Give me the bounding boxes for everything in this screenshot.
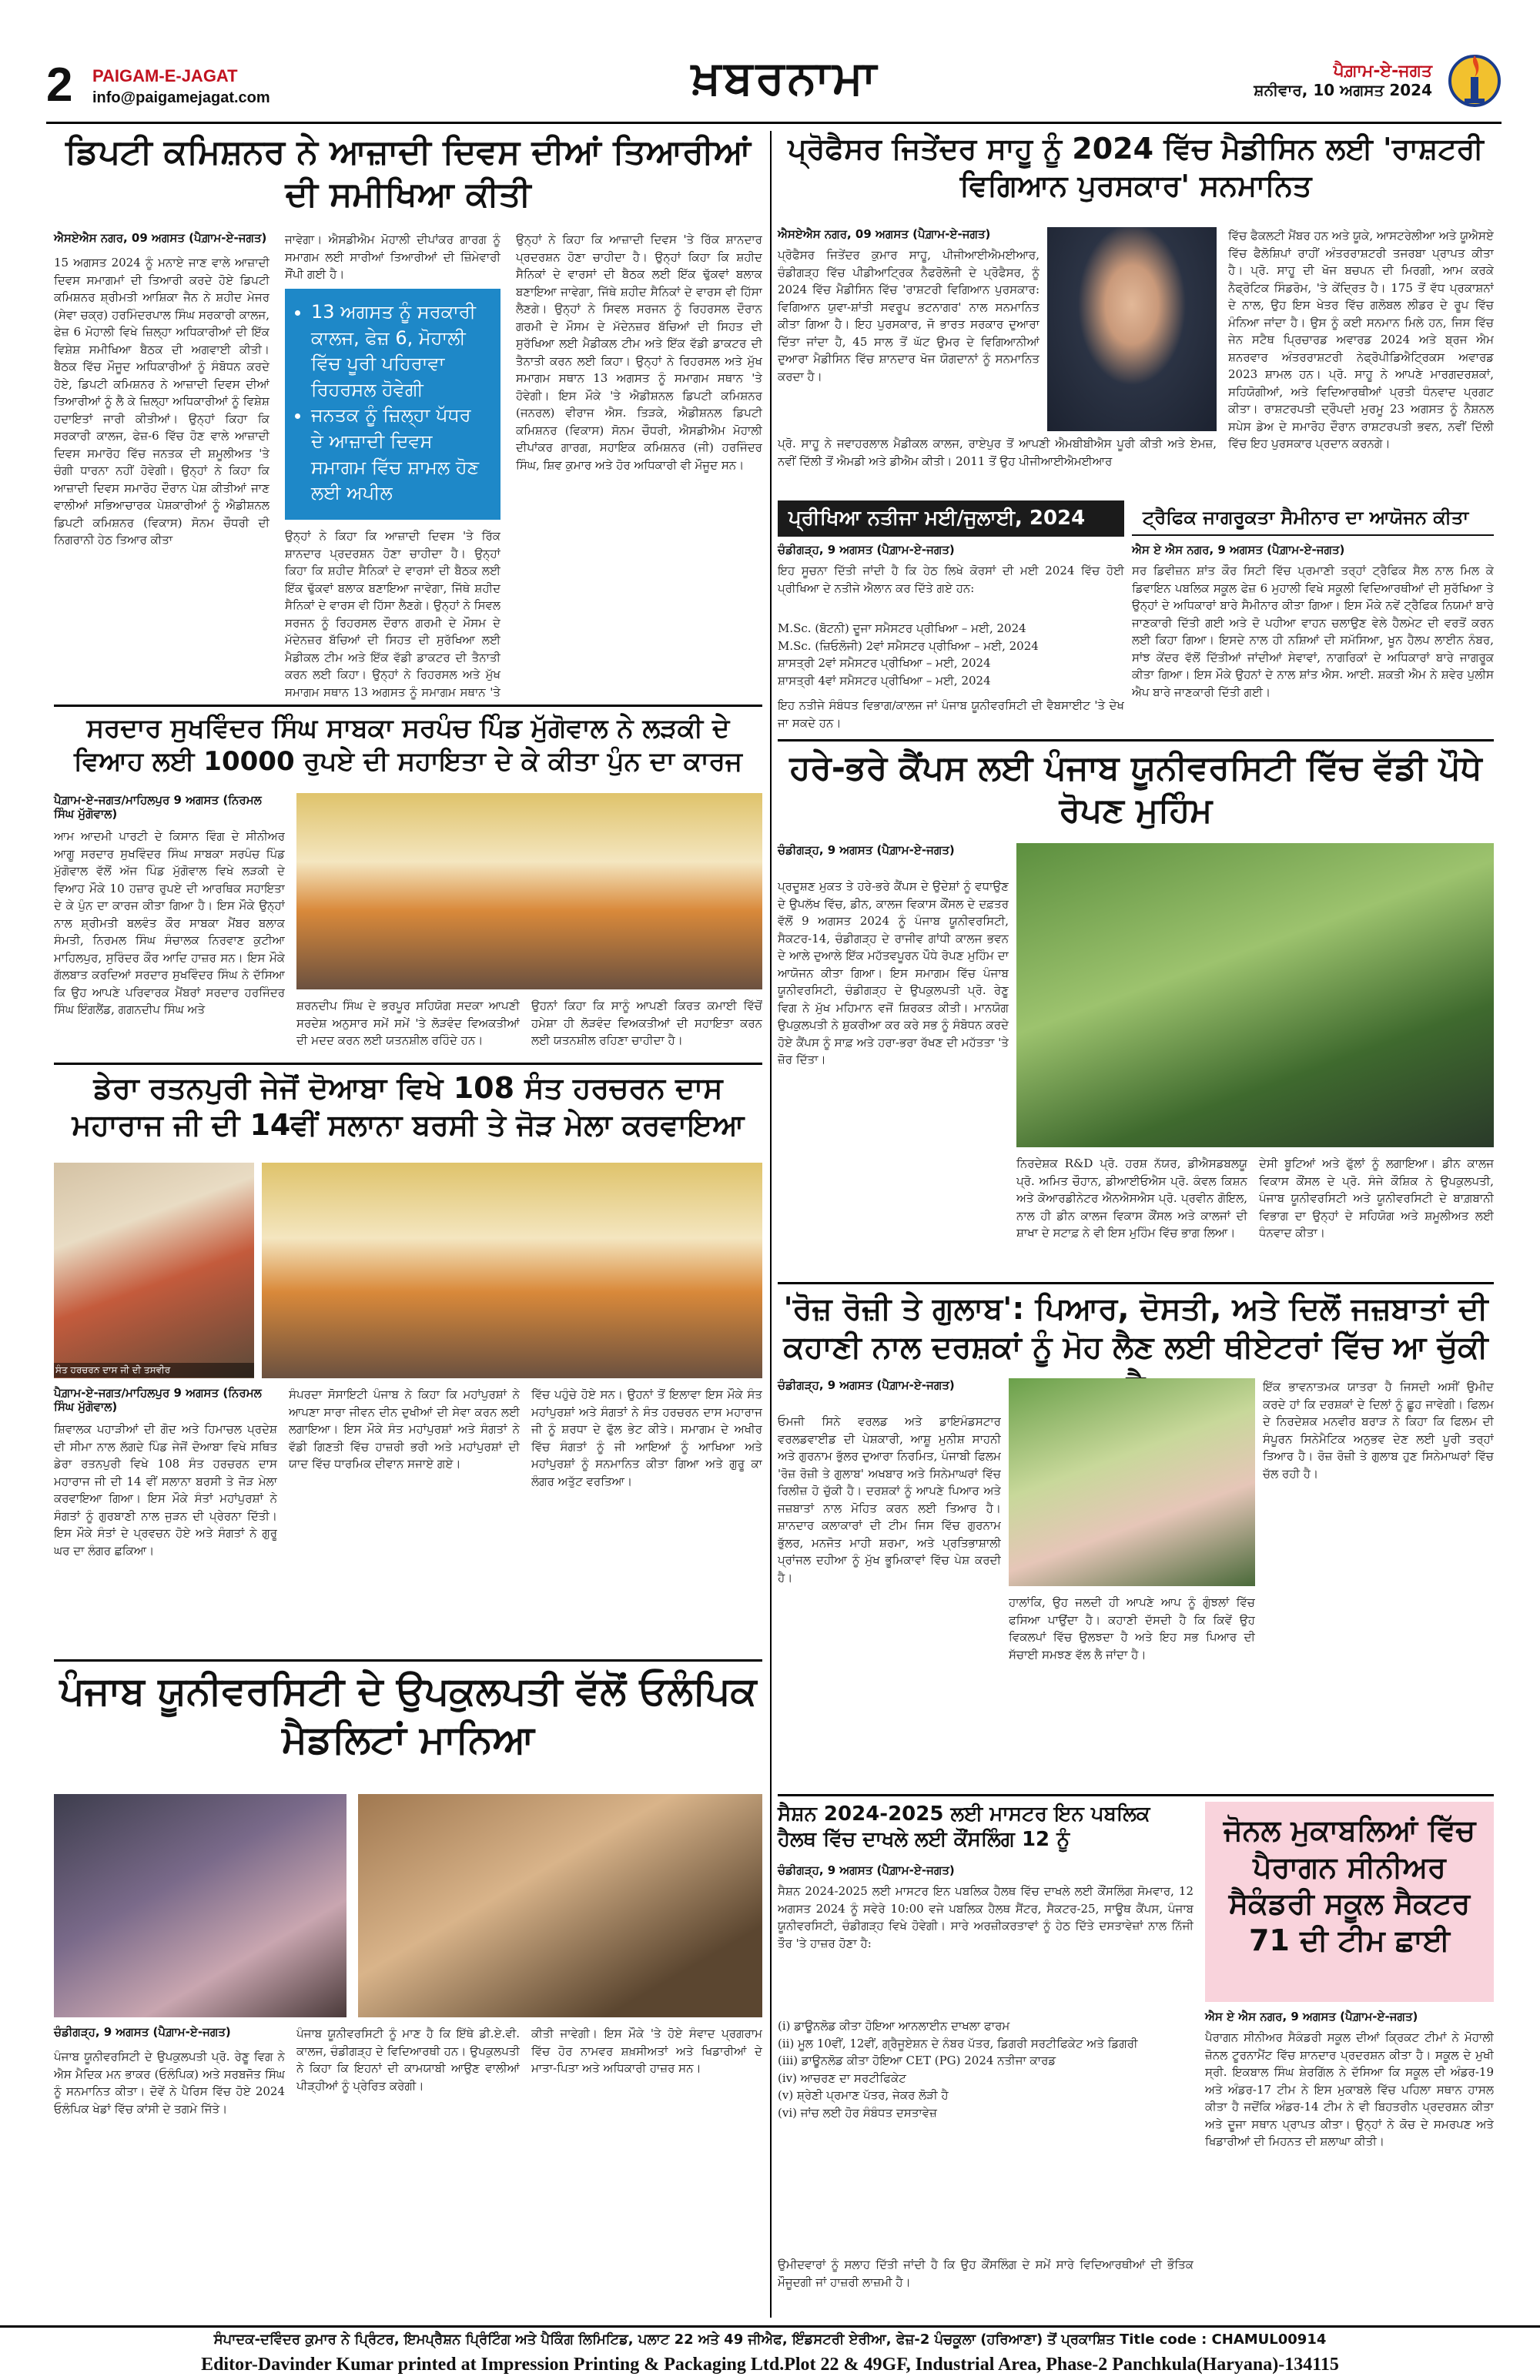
results-list xyxy=(778,620,1124,689)
article-dateline: ਐਸ ਏ ਐਸ ਨਗਰ, 9 ਅਗਸਤ (ਪੈਗ਼ਾਮ-ਏ-ਜਗਤ) xyxy=(1205,2010,1418,2024)
article-body: ਉਨ੍ਹਾਂ ਨੇ ਕਿਹਾ ਕਿ ਆਜ਼ਾਦੀ ਦਿਵਸ 'ਤੇ ਰਿੱਕ ਸ਼ਾਨਦਾਰ ਪ੍ਰਦਰਸ਼ਨ ਹੋਣਾ ਚਾਹੀਦਾ ਹੈ। ਉਨ੍ਹਾਂ ਕਿਹਾ ਕਿ ਸ਼ਹੀਦ ਸੈਨਿਕਾਂ ਦੇ ਵਾਰਸਾਂ ਦੀ ਬੈਠਕ ਲਈ ਇੱਕ ਢੁੱਕਵਾਂ ਬਲਾਕ ਬਣਾਇਆ ਜਾਵੇਗਾ, ਜਿੱਥੇ ਸ਼ਹੀਦ ਸੈਨਿਕਾਂ ਦੇ ਵਾਰਸ ਵੀ ਹਿੱਸਾ ਲੈਣਗੇ। ਉਨ੍ਹਾਂ ਨੇ ਸਿਵਲ ਸਰਜਨ ਨੂੰ ਰਿਹਰਸਲ ਦੌਰਾਨ ਗਰਮੀ ਦੇ ਮੌਸਮ ਦੇ ਮੱਦੇਨਜ਼ਰ ਬੱਚਿਆਂ ਦੀ ਸਿਹਤ ਦੀ ਸੁਰੱਖਿਆ ਲਈ ਮੈਡੀਕਲ ਟੀਮ ਅਤੇ ਇੱਕ ਵੱਡੀ ਡਾਕਟਰ ਦੀ ਤੈਨਾਤੀ ਕਰਨ ਲਈ ਕਿਹਾ। ਉਨ੍ਹਾਂ ਨੇ ਰਿਹਰਸਲ ਅਤੇ ਮੁੱਖ ਸਮਾਗਮ ਸਥਾਨ 13 ਅਗਸਤ ਨੂੰ ਸਮਾਗਮ ਸਥਾਨ 'ਤੇ ਹੋਵੇਗੀ। ਇਸ ਮੌਕੇ 'ਤੇ ਐਡੀਸ਼ਨਲ ਡਿਪਟੀ ਕਮਿਸ਼ਨਰ (ਜਨਰਲ) ਵੀਰਾਜ ਐਸ. ਤਿੜਕੇ, ਐਡੀਸ਼ਨਲ ਡਿਪਟੀ ਕਮਿਸ਼ਨਰ (ਵਿਕਾਸ) ਸੋਨਮ ਚੌਧਰੀ, ਐਸਡੀਐਮ ਮੋਹਾਲੀ ਦੀਪਾਂਕਰ ਗਾਰਗ, ਸਹਾਇਕ ਕਮਿਸ਼ਨਰ (ਜੀ) ਹਰਜਿੰਦਰ ਸਿੰਘ, ਸ਼ਿਵ ਕੁਮਾਰ ਅਤੇ ਹੋਰ ਅਧਿਕਾਰੀ ਵੀ ਮੌਜੂਦ ਸਨ। xyxy=(516,233,762,472)
brand-name: PAIGAM-E-JAGAT xyxy=(92,66,238,85)
article-body: ਸ਼ਰਨਦੀਪ ਸਿੰਘ ਦੇ ਭਰਪੂਰ ਸਹਿਯੋਗ ਸਦਕਾ ਆਪਣੀ ਸਰਦੇਸ਼ ਅਨੁਸਾਰ ਸਮੇਂ ਸਮੇਂ 'ਤੇ ਲੋੜਵੰਦ ਵਿਅਕਤੀਆਂ ਦੀ ਮਦਦ ਕਰਨ ਲਈ ਯਤਨਸ਼ੀਲ ਰਹਿੰਦੇ ਹਨ। xyxy=(296,999,520,1047)
gathering-photo xyxy=(262,1163,762,1378)
article-body: ਹਾਲਾਂਕਿ, ਉਹ ਜਲਦੀ ਹੀ ਆਪਣੇ ਆਪ ਨੂੰ ਗੁੰਝਲਾਂ ਵਿੱਚ ਫਸਿਆ ਪਾਉਂਦਾ ਹੈ। ਕਹਾਣੀ ਦੱਸਦੀ ਹੈ ਕਿ ਕਿਵੇਂ ਉਹ ਵਿਕਲਪਾਂ ਵਿੱਚ ਉਲਝਦਾ ਹੈ ਅਤੇ ਇਹ ਸਭ ਪਿਆਰ ਦੀ ਸੱਚਾਈ ਸਮਝਣ ਵੱਲ ਲੈ ਜਾਂਦਾ ਹੈ। xyxy=(1009,1595,1255,1662)
section-banner: ਪ੍ਰੀਖਿਆ ਨਤੀਜਾ ਮਈ/ਜੁਲਾਈ, 2024 xyxy=(778,500,1124,537)
article-dateline: ਐਸਏਐਸ ਨਗਰ, 09 ਅਗਸਤ (ਪੈਗ਼ਾਮ-ਏ-ਜਗਤ) xyxy=(54,231,267,245)
article-body: ਵਿੱਚ ਪਹੁੰਚੇ ਹੋਏ ਸਨ। ਉਹਨਾਂ ਤੋਂ ਇਲਾਵਾ ਇਸ ਮੌਕੇ ਸੰਤ ਮਹਾਂਪੁਰਸ਼ਾਂ ਅਤੇ ਸੰਗਤਾਂ ਨੇ ਸੰਤ ਹਰਚਰਨ ਦਾਸ ਮਹਾਰਾਜ ਜੀ ਨੂੰ ਸ਼ਰਧਾ ਦੇ ਫੁੱਲ ਭੇਟ ਕੀਤੇ। ਸਮਾਗਮ ਦੇ ਅਖੀਰ ਵਿੱਚ ਸੰਗਤਾਂ ਨੂੰ ਜੀ ਆਇਆਂ ਨੂੰ ਆਖਿਆ ਅਤੇ ਮਹਾਂਪੁਰਸ਼ਾਂ ਨੂੰ ਸਨਮਾਨਿਤ ਕੀਤਾ ਗਿਆ ਅਤੇ ਗੁਰੂ ਕਾ ਲੰਗਰ ਅਤੁੱਟ ਵਰਤਿਆ। xyxy=(531,1387,762,1488)
article-body: 15 ਅਗਸਤ 2024 ਨੂੰ ਮਨਾਏ ਜਾਣ ਵਾਲੇ ਆਜ਼ਾਦੀ ਦਿਵਸ ਸਮਾਗਮਾਂ ਦੀ ਤਿਆਰੀ ਕਰਦੇ ਹੋਏ ਡਿਪਟੀ ਕਮਿਸ਼ਨਰ ਸ਼੍ਰੀਮਤੀ ਆਸ਼ਿਕਾ ਜੈਨ ਨੇ ਸ਼ਹੀਦ ਮੇਜਰ (ਸੇਵਾ ਚਕ੍ਰ) ਹਰਮਿੰਦਰਪਾਲ ਸਿੰਘ ਸਰਕਾਰੀ ਕਾਲਜ, ਫੇਜ਼ 6 ਮੋਹਾਲੀ ਵਿਖੇ ਜ਼ਿਲ੍ਹਾ ਅਧਿਕਾਰੀਆਂ ਦੀ ਇੱਕ ਵਿਸ਼ੇਸ਼ ਸਮੀਖਿਆ ਬੈਠਕ ਦੀ ਅਗਵਾਈ ਕੀਤੀ। ਬੈਠਕ ਵਿੱਚ ਮੌਜੂਦ ਅਧਿਕਾਰੀਆਂ ਨੂੰ ਸੰਬੋਧਨ ਕਰਦੇ ਹੋਏ, ਡਿਪਟੀ ਕਮਿਸ਼ਨਰ ਨੇ ਆਜ਼ਾਦੀ ਦਿਵਸ ਦੀਆਂ ਤਿਆਰੀਆਂ ਨੂੰ ਲੈ ਕੇ ਜ਼ਿਲ੍ਹਾ ਅਧਿਕਾਰੀਆਂ ਨੂੰ ਵਿਸ਼ੇਸ਼ ਹਦਾਇਤਾਂ ਜਾਰੀ ਕੀਤੀਆਂ। ਉਨ੍ਹਾਂ ਕਿਹਾ ਕਿ ਸਰਕਾਰੀ ਕਾਲਜ, ਫੇਜ਼-6 ਵਿੱਚ ਹੋਣ ਵਾਲੇ ਆਜ਼ਾਦੀ ਦਿਵਸ ਸਮਾਰੋਹ ਵਿੱਚ ਜਨਤਕ ਦੀ ਸ਼ਮੂਲੀਅਤ 'ਤੇ ਚੰਗੀ ਧਾਰਨਾ ਨਹੀਂ ਹੋਵੇਗੀ। ਉਨ੍ਹਾਂ ਨੇ ਕਿਹਾ ਕਿ ਆਜ਼ਾਦੀ ਦਿਵਸ ਸਮਾਰੋਹ ਦੌਰਾਨ ਪੇਸ਼ ਕੀਤੀਆਂ ਜਾਣ ਵਾਲੀਆਂ ਸਭਿਆਚਾਰਕ ਪੇਸ਼ਕਾਰੀਆਂ ਨੂੰ ਐਡੀਸ਼ਨਲ ਡਿਪਟੀ ਕਮਿਸ਼ਨਰ (ਵਿਕਾਸ) ਸੋਨਮ ਚੌਧਰੀ ਦੀ ਨਿਗਰਾਨੀ ਹੇਠ ਤਿਆਰ ਕੀਤਾ xyxy=(54,256,270,547)
article-body: ਪ੍ਰੋ. ਸਾਹੂ ਨੇ ਜਵਾਹਰਲਾਲ ਮੈਡੀਕਲ ਕਾਲਜ, ਰਾਏਪੁਰ ਤੋਂ ਆਪਣੀ ਐਮਬੀਬੀਐਸ ਪੂਰੀ ਕੀਤੀ ਅਤੇ ਏਮਜ਼, ਨਵੀਂ ਦਿੱਲੀ ਤੋਂ ਐਮਡੀ ਅਤੇ ਡੀਐਮ ਕੀਤੀ। 2011 ਤੋਂ ਉਹ ਪੀਜੀਆਈਐਮਈਆਰ xyxy=(778,437,1217,468)
saint-portrait-photo xyxy=(54,1163,254,1378)
article-headline: ਡੇਰਾ ਰਤਨਪੁਰੀ ਜੇਜੋਂ ਦੋਆਬਾ ਵਿਖੇ 108 ਸੰਤ ਹਰਚਰਨ ਦਾਸ ਮਹਾਰਾਜ ਜੀ ਦੀ 14ਵੀਂ ਸਲਾਨਾ ਬਰਸੀ ਤੇ ਜੋੜ ਮੇਲਾ ਕਰਵਾਇਆ xyxy=(72,1071,745,1142)
article-body: ਉਹਨਾਂ ਕਿਹਾ ਕਿ ਸਾਨੂੰ ਆਪਣੀ ਕਿਰਤ ਕਮਾਈ ਵਿੱਚੋਂ ਹਮੇਸ਼ਾ ਹੀ ਲੋੜਵੰਦ ਵਿਅਕਤੀਆਂ ਦੀ ਸਹਾਇਤਾ ਕਰਨ ਲਈ ਯਤਨਸ਼ੀਲ ਰਹਿਣਾ ਚਾਹੀਦਾ ਹੈ। xyxy=(531,999,762,1047)
article-body: ਆਮ ਆਦਮੀ ਪਾਰਟੀ ਦੇ ਕਿਸਾਨ ਵਿੰਗ ਦੇ ਸੀਨੀਅਰ ਆਗੂ ਸਰਦਾਰ ਸੁਖਵਿੰਦਰ ਸਿੰਘ ਸਾਬਕਾ ਸਰਪੰਚ ਪਿੰਡ ਮੁੱਗੋਵਾਲ ਵੱਲੋਂ ਅੱਜ ਪਿੰਡ ਮੁੱਗੋਵਾਲ ਵਿਖੇ ਲੜਕੀ ਦੇ ਵਿਆਹ ਮੌਕੇ 10 ਹਜ਼ਾਰ ਰੁਪਏ ਦੀ ਆਰਥਿਕ ਸਹਾਇਤਾ ਦੇ ਕੇ ਪੁੰਨ ਦਾ ਕਾਰਜ ਕੀਤਾ ਗਿਆ ਹੈ। ਇਸ ਮੌਕੇ ਉਨ੍ਹਾਂ ਨਾਲ ਸ਼੍ਰੀਮਤੀ ਬਲਵੰਤ ਕੌਰ ਸਾਬਕਾ ਮੈਂਬਰ ਬਲਾਕ ਸੰਮਤੀ, ਨਿਰਮਲ ਸਿੰਘ ਸੰਚਾਲਕ ਨਿਰਵਾਣ ਕੁਟੀਆ ਮਾਹਿਲਪੁਰ, ਸੁਰਿੰਦਰ ਕੌਰ ਆਦਿ ਹਾਜ਼ਰ ਸਨ। ਇਸ ਮੌਕੇ ਗੱਲਬਾਤ ਕਰਦਿਆਂ ਸਰਦਾਰ ਸੁਖਵਿੰਦਰ ਸਿੰਘ ਨੇ ਦੱਸਿਆ ਕਿ ਉਹ ਆਪਣੇ ਪਰਿਵਾਰਕ ਮੈਂਬਰਾਂ ਸਰਦਾਰ ਹਰਜਿੰਦਰ ਸਿੰਘ ਇੰਗਲੈਂਡ, ਗਗਨਦੀਪ ਸਿੰਘ ਅਤੇ xyxy=(54,829,285,1016)
list-item: ਸ਼ਾਸਤ੍ਰੀ 4ਵਾਂ ਸਮੈਸਟਰ ਪ੍ਰੀਖਿਆ – ਮਈ, 2024 xyxy=(778,673,991,688)
article-headline: 'ਰੋਜ਼ ਰੋਜ਼ੀ ਤੇ ਗੁਲਾਬ': ਪਿਆਰ, ਦੋਸਤੀ, ਅਤੇ ਦਿਲੋਂ ਜਜ਼ਬਾਤਾਂ ਦੀ ਕਹਾਣੀ ਨਾਲ ਦਰਸ਼ਕਾਂ ਨੂੰ ਮੋਹ ਲੈਣ ਲਈ ਥੀਏਟਰਾਂ ਵਿੱਚ ਆ ਚੁੱਕੀ xyxy=(783,1291,1488,1365)
article-dateline: ਚੰਡੀਗੜ੍ਹ, 9 ਅਗਸਤ (ਪੈਗ਼ਾਮ-ਏ-ਜਗਤ) xyxy=(778,1378,955,1392)
callout-item: • ਜਨਤਕ ਨੂੰ ਜ਼ਿਲ੍ਹਾ ਪੱਧਰ ਦੇ ਆਜ਼ਾਦੀ ਦਿਵਸ ਸਮਾਗਮ ਵਿੱਚ ਸ਼ਾਮਲ ਹੋਣ ਲਈ ਅਪੀਲ xyxy=(311,403,488,506)
article-body: ਸੰਪਰਦਾ ਸੋਸਾਇਟੀ ਪੰਜਾਬ ਨੇ ਕਿਹਾ ਕਿ ਮਹਾਂਪੁਰਸ਼ਾਂ ਨੇ ਆਪਣਾ ਸਾਰਾ ਜੀਵਨ ਦੀਨ ਦੁਖੀਆਂ ਦੀ ਸੇਵਾ ਕਰਨ ਲਈ ਲਗਾਇਆ। ਇਸ ਮੌਕੇ ਸੰਤ ਮਹਾਂਪੁਰਸ਼ਾਂ ਅਤੇ ਸੰਗਤਾਂ ਨੇ ਵੱਡੀ ਗਿਣਤੀ ਵਿੱਚ ਹਾਜ਼ਰੀ ਭਰੀ ਅਤੇ ਮਹਾਂਪੁਰਸ਼ਾਂ ਦੀ ਯਾਦ ਵਿੱਚ ਧਾਰਮਿਕ ਦੀਵਾਨ ਸਜਾਏ ਗਏ। xyxy=(289,1387,520,1471)
masthead-title: ਖ਼ਬਰਨਾਮਾ xyxy=(691,51,880,105)
highlight-callout xyxy=(285,289,500,520)
section-banner: ਟ੍ਰੈਫਿਕ ਜਾਗਰੂਕਤਾ ਸੈਮੀਨਾਰ ਦਾ ਆਯੋਜਨ ਕੀਤਾ xyxy=(1132,500,1494,536)
article-body: ਉਮੀਦਵਾਰਾਂ ਨੂੰ ਸਲਾਹ ਦਿੱਤੀ ਜਾਂਦੀ ਹੈ ਕਿ ਉਹ ਕੌਂਸਲਿੰਗ ਦੇ ਸਮੇਂ ਸਾਰੇ ਵਿਦਿਆਰਥੀਆਂ ਦੀ ਭੌਤਿਕ ਮੌਜੂਦਗੀ ਜਾਂ ਹਾਜ਼ਰੀ ਲਾਜ਼ਮੀ ਹੈ। xyxy=(778,2258,1194,2289)
list-item: (iii) ਡਾਊਨਲੋਡ ਕੀਤਾ ਹੋਇਆ CET (PG) 2024 ਨਤੀਜਾ ਕਾਰਡ xyxy=(778,2054,1056,2067)
page-number: 2 xyxy=(46,59,73,112)
olympic-photo xyxy=(358,1794,762,2017)
header-right xyxy=(1201,62,1432,99)
imprint-line: Editor-Davinder Kumar printed at Impression Printing & Packaging Ltd.Plot 22 & 49GF, Industrial Area, Phase-2 Panchkula(Haryana)-134115 xyxy=(201,2355,1339,2375)
article-dateline: ਚੰਡੀਗੜ੍ਹ, 9 ਅਗਸਤ (ਪੈਗ਼ਾਮ-ਏ-ਜਗਤ) xyxy=(54,2025,231,2039)
article-body: ਦੇਸੀ ਬੂਟਿਆਂ ਅਤੇ ਫੁੱਲਾਂ ਨੂੰ ਲਗਾਇਆ। ਡੀਨ ਕਾਲਜ ਵਿਕਾਸ ਕੌਂਸਲ ਦੇ ਪ੍ਰੋ. ਸੰਜੇ ਕੌਸ਼ਿਕ ਨੇ ਉਪਕੁਲਪਤੀ, ਪੰਜਾਬ ਯੂਨੀਵਰਸਿਟੀ ਅਤੇ ਯੂਨੀਵਰਸਿਟੀ ਦੇ ਬਾਗ਼ਬਾਨੀ ਵਿਭਾਗ ਦਾ ਉਨ੍ਹਾਂ ਦੇ ਸਹਿਯੋਗ ਅਤੇ ਸ਼ਮੂਲੀਅਤ ਲਈ ਧੰਨਵਾਦ ਕੀਤਾ। xyxy=(1259,1157,1494,1240)
zonal-headline-box xyxy=(1205,1802,1494,2002)
article-dateline: ਪੈਗ਼ਾਮ-ਏ-ਜਗਤ/ਮਾਹਿਲਪੁਰ 9 ਅਗਸਤ (ਨਿਰਮਲ ਸਿੰਘ ਮੁੱਗੋਵਾਲ) xyxy=(54,1386,262,1414)
list-item: M.Sc. (ਜ਼ਿਓਲੋਜੀ) 2ਵਾਂ ਸਮੈਸਟਰ ਪ੍ਰੀਖਿਆ – ਮਈ, 2024 xyxy=(778,638,1039,653)
brand-right: ਪੈਗ਼ਾਮ-ਏ-ਜਗਤ xyxy=(1333,62,1432,81)
imprint-line: ਸੰਪਾਦਕ-ਦਵਿੰਦਰ ਕੁਮਾਰ ਨੇ ਪ੍ਰਿੰਟਰ, ਇਮਪ੍ਰੈਸ਼ਨ ਪ੍ਰਿੰਟਿੰਗ ਅਤੇ ਪੈਕਿੰਗ ਲਿਮਿਟਿਡ, ਪਲਾਟ 22 ਅਤੇ 49 ਜੀਐਫ, ਇੰਡਸਟਰੀ ਏਰੀਆ, ਫੇਜ਼-2 ਪੰਚਕੂਲਾ (ਹਰਿਆਣਾ) ਤੋਂ ਪ੍ਰਕਾਸ਼ਿਤ Title code : CHAMUL00914 xyxy=(213,2331,1327,2348)
article-body: ਸੈਸ਼ਨ 2024-2025 ਲਈ ਮਾਸਟਰ ਇਨ ਪਬਲਿਕ ਹੈਲਥ ਵਿੱਚ ਦਾਖਲੇ ਲਈ ਕੌਂਸਲਿੰਗ ਸੋਮਵਾਰ, 12 ਅਗਸਤ 2024 ਨੂੰ ਸਵੇਰੇ 10:00 ਵਜੇ ਪਬਲਿਕ ਹੈਲਥ ਸੈਂਟਰ, ਸੈਕਟਰ-25, ਸਾਊਥ ਕੈਂਪਸ, ਪੰਜਾਬ ਯੂਨੀਵਰਸਿਟੀ, ਚੰਡੀਗੜ੍ਹ ਵਿਖੇ ਹੋਵੇਗੀ। ਸਾਰੇ ਅਰਜ਼ੀਕਰਤਾਵਾਂ ਨੂੰ ਹੇਠ ਦਿੱਤੇ ਦਸਤਾਵੇਜ਼ਾਂ ਨਾਲ ਨਿੱਜੀ ਤੌਰ 'ਤੇ ਹਾਜ਼ਰ ਹੋਣਾ ਹੈ: xyxy=(778,1884,1194,1950)
section-rule xyxy=(54,1063,762,1065)
callout-item: • 13 ਅਗਸਤ ਨੂੰ ਸਰਕਾਰੀ ਕਾਲਜ, ਫੇਜ਼ 6, ਮੋਹਾਲੀ ਵਿੱਚ ਪੂਰੀ ਪਹਿਰਾਵਾ ਰਿਹਰਸਲ ਹੋਵੇਗੀ xyxy=(311,300,488,403)
header-rule xyxy=(46,122,1502,124)
article-headline: ਡਿਪਟੀ ਕਮਿਸ਼ਨਰ ਨੇ ਆਜ਼ਾਦੀ ਦਿਵਸ ਦੀਆਂ ਤਿਆਰੀਆਂ ਦੀ ਸਮੀਖਿਆ ਕੀਤੀ xyxy=(65,132,751,214)
article-dateline: ਚੰਡੀਗੜ੍ਹ, 9 ਅਗਸਤ (ਪੈਗ਼ਾਮ-ਏ-ਜਗਤ) xyxy=(778,543,955,557)
article-dateline: ਚੰਡੀਗੜ੍ਹ, 9 ਅਗਸਤ (ਪੈਗ਼ਾਮ-ਏ-ਜਗਤ) xyxy=(778,843,955,857)
article-dateline: ਐਸ ਏ ਐਸ ਨਗਰ, 9 ਅਗਸਤ (ਪੈਗ਼ਾਮ-ਏ-ਜਗਤ) xyxy=(1132,543,1345,557)
list-item: (ii) ਮੂਲ 10ਵੀਂ, 12ਵੀਂ, ਗ੍ਰੈਜੂਏਸ਼ਨ ਦੇ ਨੰਬਰ ਪੱਤਰ, ਡਿਗਰੀ ਸਰਟੀਫਿਕੇਟ ਅਤੇ ਡਿਗਰੀ xyxy=(778,2036,1138,2050)
professor-portrait-photo xyxy=(1047,227,1217,431)
article-body: ਇਹ ਨਤੀਜੇ ਸੰਬੰਧਤ ਵਿਭਾਗ/ਕਾਲਜ ਜਾਂ ਪੰਜਾਬ ਯੂਨੀਵਰਸਿਟੀ ਦੀ ਵੈਬਸਾਈਟ 'ਤੇ ਦੇਖ ਜਾ ਸਕਦੇ ਹਨ। xyxy=(778,698,1124,730)
documents-list xyxy=(778,2017,1194,2121)
article-body: ਉਨ੍ਹਾਂ ਨੇ ਕਿਹਾ ਕਿ ਆਜ਼ਾਦੀ ਦਿਵਸ 'ਤੇ ਰਿੱਕ ਸ਼ਾਨਦਾਰ ਪ੍ਰਦਰਸ਼ਨ ਹੋਣਾ ਚਾਹੀਦਾ ਹੈ। ਉਨ੍ਹਾਂ ਕਿਹਾ ਕਿ ਸ਼ਹੀਦ ਸੈਨਿਕਾਂ ਦੇ ਵਾਰਸਾਂ ਦੀ ਬੈਠਕ ਲਈ ਇੱਕ ਢੁੱਕਵਾਂ ਬਲਾਕ ਬਣਾਇਆ ਜਾਵੇਗਾ, ਜਿੱਥੇ ਸ਼ਹੀਦ ਸੈਨਿਕਾਂ ਦੇ ਵਾਰਸ ਵੀ ਹਿੱਸਾ ਲੈਣਗੇ। ਉਨ੍ਹਾਂ ਨੇ ਸਿਵਲ ਸਰਜਨ ਨੂੰ ਰਿਹਰਸਲ ਦੌਰਾਨ ਗਰਮੀ ਦੇ ਮੌਸਮ ਦੇ ਮੱਦੇਨਜ਼ਰ ਬੱਚਿਆਂ ਦੀ ਸਿਹਤ ਦੀ ਸੁਰੱਖਿਆ ਲਈ ਮੈਡੀਕਲ ਟੀਮ ਅਤੇ ਇੱਕ ਵੱਡੀ ਡਾਕਟਰ ਦੀ ਤੈਨਾਤੀ ਕਰਨ ਲਈ ਕਿਹਾ। ਉਨ੍ਹਾਂ ਨੇ ਰਿਹਰਸਲ ਅਤੇ ਮੁੱਖ ਸਮਾਗਮ ਸਥਾਨ 13 ਅਗਸਤ ਨੂੰ ਸਮਾਗਮ ਸਥਾਨ 'ਤੇ xyxy=(285,529,500,699)
torch-logo-icon xyxy=(1448,46,1502,115)
article-headline: ਪੰਜਾਬ ਯੂਨੀਵਰਸਿਟੀ ਦੇ ਉਪਕੁਲਪਤੀ ਵੱਲੋਂ ਓਲੰਪਿਕ ਮੈਡਲਿਟਾਂ ਮਾਨਿਆ xyxy=(59,1669,757,1762)
article-body: ਪ੍ਰਦੂਸ਼ਣ ਮੁਕਤ ਤੇ ਹਰੇ-ਭਰੇ ਕੈਂਪਸ ਦੇ ਉਦੇਸ਼ਾਂ ਨੂੰ ਵਧਾਉਣ ਦੇ ਉਪਲੱਖ ਵਿੱਚ, ਡੀਨ, ਕਾਲਜ ਵਿਕਾਸ ਕੌਂਸਲ ਦੇ ਦਫ਼ਤਰ ਵੱਲੋਂ 9 ਅਗਸਤ 2024 ਨੂੰ ਪੰਜਾਬ ਯੂਨੀਵਰਸਿਟੀ, ਸੈਕਟਰ-14, ਚੰਡੀਗੜ੍ਹ ਦੇ ਰਾਜੀਵ ਗਾਂਧੀ ਕਾਲਜ ਭਵਨ ਦੇ ਆਲੇ ਦੁਆਲੇ ਇੱਕ ਮਹੱਤਵਪੂਰਨ ਪੌਧੇ ਰੋਪਣ ਮੁਹਿੰਮ ਦਾ ਆਯੋਜਨ ਕੀਤਾ ਗਿਆ। ਇਸ ਸਮਾਗਮ ਵਿੱਚ ਪੰਜਾਬ ਯੂਨੀਵਰਸਿਟੀ, ਚੰਡੀਗੜ੍ਹ ਦੇ ਉਪਕੁਲਪਤੀ ਪ੍ਰੋ. ਰੇਣੂ ਵਿਗ ਨੇ ਮੁੱਖ ਮਹਿਮਾਨ ਵਜੋਂ ਸ਼ਿਰਕਤ ਕੀਤੀ। ਮਾਨਯੋਗ ਉਪਕੁਲਪਤੀ ਨੇ ਸ਼ੁਕਰੀਆ ਕਰ ਕਰੇ ਸਭ ਨੂੰ ਸੰਬੋਧਨ ਕਰਦੇ ਹੋਏ ਕੈਂਪਸ ਨੂੰ ਸਾਫ਼ ਅਤੇ ਹਰਾ-ਭਰਾ ਰੱਖਣ ਦੀ ਮਹੱਤਤਾ 'ਤੇ ਜ਼ੋਰ ਦਿੱਤਾ। xyxy=(778,879,1009,1066)
article-headline: ਹਰੇ-ਭਰੇ ਕੈਂਪਸ ਲਈ ਪੰਜਾਬ ਯੂਨੀਵਰਸਿਟੀ ਵਿੱਚ ਵੱਡੀ ਪੌਧੇ ਰੋਪਣ ਮੁਹਿੰਮ xyxy=(789,748,1482,830)
article-body: ਪ੍ਰੋਫੈਸਰ ਜਿਤੇਂਦਰ ਕੁਮਾਰ ਸਾਹੂ, ਪੀਜੀਆਈਐਮਈਆਰ, ਚੰਡੀਗੜ੍ਹ ਵਿੱਚ ਪੀਡੀਆਟ੍ਰਿਕ ਨੈਫਰੋਲੋਜੀ ਦੇ ਪ੍ਰੋਫੈਸਰ, ਨੂੰ 2024 ਵਿੱਚ ਮੈਡੀਸਿਨ ਵਿੱਚ 'ਰਾਸ਼ਟਰੀ ਵਿਗਿਆਨ ਪੁਰਸਕਾਰ: ਵਿਗਿਆਨ ਯੁਵਾ-ਸ਼ਾਂਤੀ ਸਵਰੂਪ ਭਟਨਾਗਰ' ਨਾਲ ਸਨਮਾਨਿਤ ਕੀਤਾ ਗਿਆ ਹੈ। ਇਹ ਪੁਰਸਕਾਰ, ਜੋ ਭਾਰਤ ਸਰਕਾਰ ਦੁਆਰਾ ਦਿੱਤਾ ਜਾਂਦਾ ਹੈ, 45 ਸਾਲ ਤੋਂ ਘੱਟ ਉਮਰ ਦੇ ਵਿਗਿਆਨੀਆਂ ਦੁਆਰਾ ਮੈਡੀਸਿਨ ਵਿੱਚ ਸ਼ਾਨਦਾਰ ਖੋਜ ਯੋਗਦਾਨਾਂ ਨੂੰ ਸਨਮਾਨਿਤ ਕਰਦਾ ਹੈ। xyxy=(778,248,1040,383)
photo-caption: ਸੰਤ ਹਰਚਰਨ ਦਾਸ ਜੀ ਦੀ ਤਸਵੀਰ xyxy=(54,1363,254,1377)
article-headline: ਪ੍ਰੋਫੈਸਰ ਜਿਤੇਂਦਰ ਸਾਹੂ ਨੂੰ 2024 ਵਿੱਚ ਮੈਡੀਸਿਨ ਲਈ 'ਰਾਸ਼ਟਰੀ ਵਿਗਿਆਨ ਪੁਰਸਕਾਰ' ਸਨਮਾਨਿਤ xyxy=(788,132,1484,203)
article-body: ਸ਼ਿਵਾਲਕ ਪਹਾੜੀਆਂ ਦੀ ਗੋਦ ਅਤੇ ਹਿਮਾਚਲ ਪ੍ਰਦੇਸ਼ ਦੀ ਸੀਮਾ ਨਾਲ ਲੱਗਦੇ ਪਿੰਡ ਜੇਜੋਂ ਦੋਆਬਾ ਵਿਖੇ ਸਥਿਤ ਡੇਰਾ ਰਤਨਪੁਰੀ ਵਿਖੇ 108 ਸੰਤ ਹਰਚਰਨ ਦਾਸ ਮਹਾਰਾਜ ਜੀ ਦੀ 14 ਵੀਂ ਸਲਾਨਾ ਬਰਸੀ ਤੇ ਜੋੜ ਮੇਲਾ ਕਰਵਾਇਆ ਗਿਆ। ਇਸ ਮੌਕੇ ਸੰਤਾਂ ਮਹਾਂਪੁਰਸ਼ਾਂ ਨੇ ਸੰਗਤਾਂ ਨੂੰ ਗੁਰਬਾਣੀ ਨਾਲ ਜੁੜਨ ਦੀ ਪ੍ਰੇਰਨਾ ਦਿੱਤੀ। ਇਸ ਮੌਕੇ ਸੰਤਾਂ ਦੇ ਪ੍ਰਵਚਨ ਹੋਏ ਅਤੇ ਸੰਗਤਾਂ ਨੇ ਗੁਰੂ ਘਰ ਦਾ ਲੰਗਰ ਛਕਿਆ। xyxy=(54,1422,277,1558)
article-body: ਇਹ ਸੂਚਨਾ ਦਿੱਤੀ ਜਾਂਦੀ ਹੈ ਕਿ ਹੇਠ ਲਿਖੇ ਕੋਰਸਾਂ ਦੀ ਮਈ 2024 ਵਿੱਚ ਹੋਈ ਪ੍ਰੀਖਿਆ ਦੇ ਨਤੀਜੇ ਐਲਾਨ ਕਰ ਦਿੱਤੇ ਗਏ ਹਨ: xyxy=(778,564,1124,595)
article-body: ਸਰ ਡਿਵੀਜ਼ਨ ਸ਼ਾਂਤ ਕੌਰ ਸਿਟੀ ਵਿੱਚ ਪ੍ਰਮਾਣੀ ਤਰ੍ਹਾਂ ਟ੍ਰੈਫਿਕ ਸੈਲ ਨਾਲ ਮਿਲ ਕੇ ਡਿਵਾਇਨ ਪਬਲਿਕ ਸਕੂਲ ਫੇਜ਼ 6 ਮੁਹਾਲੀ ਵਿਖੇ ਸਕੂਲੀ ਵਿਦਿਆਰਥੀਆਂ ਦੀ ਸੁਰੱਖਿਆ ਤੇ ਉਨ੍ਹਾਂ ਦੇ ਅਧਿਕਾਰਾਂ ਬਾਰੇ ਸੈਮੀਨਾਰ ਕੀਤਾ ਗਿਆ। ਇਸ ਮੌਕੇ ਨਵੇਂ ਟ੍ਰੈਫਿਕ ਨਿਯਮਾਂ ਬਾਰੇ ਜਾਣਕਾਰੀ ਦਿੱਤੀ ਗਈ ਅਤੇ ਦੋ ਪਹੀਆ ਵਾਹਨ ਚਲਾਉਣ ਵੇਲੇ ਹੈਲਮੇਟ ਦੀ ਵਰਤੋਂ ਕਰਨ ਲਈ ਕਿਹਾ ਗਿਆ। ਇਸਦੇ ਨਾਲ ਹੀ ਨਸ਼ਿਆਂ ਦੀ ਸਮੱਸਿਆ, ਖੂਨ ਹੈਲਪ ਲਾਈਨ ਨੰਬਰ, ਸਾਂਝ ਕੇਂਦਰ ਵੱਲੋਂ ਦਿੱਤੀਆਂ ਜਾਂਦੀਆਂ ਸੇਵਾਵਾਂ, ਨਾਗਰਿਕਾਂ ਦੇ ਅਧਿਕਾਰਾਂ ਬਾਰੇ ਜਾਗਰੂਕ ਕੀਤਾ ਗਿਆ। ਇਸ ਮੌਕੇ ਉਹਨਾਂ ਦੇ ਨਾਲ ਸ਼ਾਂਤ ਐਸ. ਆਈ. ਸ਼ਕਤੀ ਐਮ ਨੇ ਸ਼ਵੇਰ ਪੁਲੀਸ ਐਪ ਬਾਰੇ ਜਾਣਕਾਰੀ ਦਿੱਤੀ ਗਈ। xyxy=(1132,564,1494,699)
article-headline: ਸਰਦਾਰ ਸੁਖਵਿੰਦਰ ਸਿੰਘ ਸਾਬਕਾ ਸਰਪੰਚ ਪਿੰਡ ਮੁੱਗੋਵਾਲ ਨੇ ਲੜਕੀ ਦੇ ਵਿਆਹ ਲਈ 10000 ਰੁਪਏ ਦੀ ਸਹਾਇਤਾ ਦੇ ਕੇ ਕੀਤਾ ਪੁੰਨ ਦਾ ਕਾਰਜ xyxy=(74,713,742,777)
film-poster-photo xyxy=(1009,1378,1255,1586)
section-rule xyxy=(54,1659,762,1662)
list-item: (vi) ਜਾਂਚ ਲਈ ਹੋਰ ਸੰਬੰਧਤ ਦਸਤਾਵੇਜ਼ xyxy=(778,2105,937,2120)
article-headline: ਸੈਸ਼ਨ 2024-2025 ਲਈ ਮਾਸਟਰ ਇਨ ਪਬਲਿਕ ਹੈਲਥ ਵਿੱਚ ਦਾਖਲੇ ਲਈ ਕੌਂਸਲਿੰਗ 12 ਨੂੰ xyxy=(778,1803,1150,1851)
list-item: (i) ਡਾਊਨਲੋਡ ਕੀਤਾ ਹੋਇਆ ਆਨਲਾਈਨ ਦਾਖਲਾ ਫਾਰਮ xyxy=(778,2019,1010,2033)
article-body: ਜਾਵੇਗਾ। ਐਸਡੀਐਮ ਮੋਹਾਲੀ ਦੀਪਾਂਕਰ ਗਾਰਗ ਨੂੰ ਸਮਾਗਮ ਲਈ ਸਾਰੀਆਂ ਤਿਆਰੀਆਂ ਦੀ ਜ਼ਿੰਮੇਵਾਰੀ ਸੌਂਪੀ ਗਈ ਹੈ। xyxy=(285,233,500,281)
article-body: ਇੱਕ ਭਾਵਨਾਤਮਕ ਯਾਤਰਾ ਹੈ ਜਿਸਦੀ ਅਸੀਂ ਉਮੀਦ ਕਰਦੇ ਹਾਂ ਕਿ ਦਰਸ਼ਕਾਂ ਦੇ ਦਿਲਾਂ ਨੂੰ ਛੂਹ ਜਾਵੇਗੀ। ਫਿਲਮ ਦੇ ਨਿਰਦੇਸ਼ਕ ਮਨਵੀਰ ਬਰਾੜ ਨੇ ਕਿਹਾ ਕਿ ਫਿਲਮ ਦੀ ਸੰਪੂਰਨ ਸਿਨੇਮੈਟਿਕ ਅਨੁਭਵ ਦੇਣ ਲਈ ਪੂਰੀ ਤਰ੍ਹਾਂ ਤਿਆਰ ਹੈ। ਰੋਜ਼ ਰੋਜ਼ੀ ਤੇ ਗੁਲਾਬ ਹੁਣ ਸਿਨੇਮਾਘਰਾਂ ਵਿੱਚ ਚੱਲ ਰਹੀ ਹੈ। xyxy=(1263,1380,1494,1481)
article-body: ਪੰਜਾਬ ਯੂਨੀਵਰਸਿਟੀ ਦੇ ਉਪਕੁਲਪਤੀ ਪ੍ਰੋ. ਰੇਣੂ ਵਿਗ ਨੇ ਐਸ ਮੈਦਿਕ ਮਨ ਭਾਕਰ (ਓਲੰਪਿਕ) ਅਤੇ ਸਰਬਜੋਤ ਸਿੰਘ ਨੂੰ ਸਨਮਾਨਿਤ ਕੀਤਾ। ਦੋਵੇਂ ਨੇ ਪੈਰਿਸ ਵਿੱਚ ਹੋਏ 2024 ਓਲੰਪਿਕ ਖੇਡਾਂ ਵਿੱਚ ਕਾਂਸੀ ਦੇ ਤਗਮੇ ਜਿੱਤੇ। xyxy=(54,2050,285,2116)
article-body: ਪੈਰਾਗਨ ਸੀਨੀਅਰ ਸੈਕੰਡਰੀ ਸਕੂਲ ਦੀਆਂ ਕ੍ਰਿਕਟ ਟੀਮਾਂ ਨੇ ਮੋਹਾਲੀ ਜ਼ੋਨਲ ਟੂਰਨਾਮੈਂਟ ਵਿੱਚ ਸ਼ਾਨਦਾਰ ਪ੍ਰਦਰਸ਼ਨ ਕੀਤਾ ਹੈ। ਸਕੂਲ ਦੇ ਮੁਖੀ ਸ੍ਰੀ. ਇਕਬਾਲ ਸਿੰਘ ਸ਼ੇਰਗਿੱਲ ਨੇ ਦੱਸਿਆ ਕਿ ਸਕੂਲ ਦੀ ਅੰਡਰ-19 ਅਤੇ ਅੰਡਰ-17 ਟੀਮ ਨੇ ਇਸ ਮੁਕਾਬਲੇ ਵਿੱਚ ਪਹਿਲਾ ਸਥਾਨ ਹਾਸਲ ਕੀਤਾ ਹੈ ਜਦੋਂਕਿ ਅੰਡਰ-14 ਟੀਮ ਨੇ ਵੀ ਬਿਹਤਰੀਨ ਪ੍ਰਦਰਸ਼ਨ ਕੀਤਾ ਅਤੇ ਦੂਜਾ ਸਥਾਨ ਪ੍ਰਾਪਤ ਕੀਤਾ। ਉਨ੍ਹਾਂ ਨੇ ਕੋਚ ਦੇ ਸਮਰਪਣ ਅਤੇ ਖਿਡਾਰੀਆਂ ਦੀ ਮਿਹਨਤ ਦੀ ਸ਼ਲਾਘਾ ਕੀਤੀ। xyxy=(1205,2030,1494,2148)
article-body: ਪੰਜਾਬ ਯੂਨੀਵਰਸਿਟੀ ਨੂੰ ਮਾਣ ਹੈ ਕਿ ਇੱਥੇ ਡੀ.ਏ.ਵੀ. ਕਾਲਜ, ਚੰਡੀਗੜ੍ਹ ਦੇ ਵਿਦਿਆਰਥੀ ਹਨ। ਉਪਕੁਲਪਤੀ ਨੇ ਕਿਹਾ ਕਿ ਇਹਨਾਂ ਦੀ ਕਾਮਯਾਬੀ ਆਉਣ ਵਾਲੀਆਂ ਪੀੜ੍ਹੀਆਂ ਨੂੰ ਪ੍ਰੇਰਿਤ ਕਰੇਗੀ। xyxy=(296,2027,520,2093)
list-item: (iv) ਆਚਰਣ ਦਾ ਸਰਟੀਫਿਕੇਟ xyxy=(778,2070,906,2085)
list-item: M.Sc. (ਬੋਟਨੀ) ਦੂਜਾ ਸਮੈਸਟਰ ਪ੍ਰੀਖਿਆ – ਮਈ, 2024 xyxy=(778,621,1026,635)
section-rule xyxy=(778,1282,1494,1284)
article-dateline: ਚੰਡੀਗੜ੍ਹ, 9 ਅਗਸਤ (ਪੈਗ਼ਾਮ-ਏ-ਜਗਤ) xyxy=(778,1863,955,1877)
section-rule xyxy=(778,739,1494,741)
article-body: ਓਮਜੀ ਸਿਨੇ ਵਰਲਡ ਅਤੇ ਡਾਇਮੰਡਸਟਾਰ ਵਰਲਡਵਾਈਡ ਦੀ ਪੇਸ਼ਕਾਰੀ, ਆਸ਼ੂ ਮੁਨੀਸ਼ ਸਾਹਨੀ ਅਤੇ ਗੁਰਨਾਮ ਭੁੱਲਰ ਦੁਆਰਾ ਨਿਰਮਿਤ, ਪੰਜਾਬੀ ਫਿਲਮ 'ਰੋਜ਼ ਰੋਜ਼ੀ ਤੇ ਗੁਲਾਬ' ਅਖਬਾਰ ਅਤੇ ਸਿਨੇਮਾਘਰਾਂ ਵਿੱਚ ਰਿਲੀਜ਼ ਹੋ ਚੁੱਕੀ ਹੈ। ਦਰਸ਼ਕਾਂ ਨੂੰ ਆਪਣੇ ਪਿਆਰ ਅਤੇ ਜਜ਼ਬਾਤਾਂ ਨਾਲ ਮੋਹਿਤ ਕਰਨ ਲਈ ਤਿਆਰ ਹੈ। ਸ਼ਾਨਦਾਰ ਕਲਾਕਾਰਾਂ ਦੀ ਟੀਮ ਜਿਸ ਵਿੱਚ ਗੁਰਨਾਮ ਭੁੱਲਰ, ਮਨਜੋਤ ਮਾਹੀ ਸ਼ਰਮਾ, ਅਤੇ ਪ੍ਰਤਿਭਾਸ਼ਾਲੀ ਪ੍ਰਾਂਜਲ ਦਹੀਆ ਨੂੰ ਮੁੱਖ ਭੂਮਿਕਾਵਾਂ ਵਿੱਚ ਪੇਸ਼ ਕਰਦੀ ਹੈ। xyxy=(778,1414,1001,1585)
article-body: ਵਿੱਚ ਫੈਕਲਟੀ ਮੈਂਬਰ ਹਨ ਅਤੇ ਯੂਕੇ, ਆਸਟਰੇਲੀਆ ਅਤੇ ਯੂਐਸਏ ਵਿੱਚ ਫੈਲੋਸ਼ਿਪਾਂ ਰਾਹੀਂ ਅੰਤਰਰਾਸ਼ਟਰੀ ਤਜਰਬਾ ਪ੍ਰਾਪਤ ਕੀਤਾ ਹੈ। ਪ੍ਰੋ. ਸਾਹੂ ਦੀ ਖੋਜ ਬਚਪਨ ਦੀ ਮਿਰਗੀ, ਆਮ ਕਰਕੇ ਨੈਫ੍ਰੋਟਿਕ ਸਿੰਡਰੋਮ, 'ਤੇ ਕੇਂਦ੍ਰਿਤ ਹੈ। 175 ਤੋਂ ਵੱਧ ਪ੍ਰਕਾਸ਼ਨਾਂ ਦੇ ਨਾਲ, ਉਹ ਇਸ ਖੇਤਰ ਵਿੱਚ ਗਲੋਬਲ ਲੀਡਰ ਦੇ ਰੂਪ ਵਿੱਚ ਮੰਨਿਆ ਜਾਂਦਾ ਹੈ। ਉਸ ਨੂੰ ਕਈ ਸਨਮਾਨ ਮਿਲੇ ਹਨ, ਜਿਸ ਵਿੱਚ ਜੇਨ ਸਟੈਥ ਪ੍ਰਿਚਾਰਡ ਅਵਾਰਡ 2024 ਅਤੇ ਬ੍ਰਜ ਐਮ ਸ਼ਨਰਵਾਰ ਅੰਤਰਰਾਸ਼ਟਰੀ ਨੇਫ੍ਰੋਪੀਡਿਐਟ੍ਰਿਕਸ ਅਵਾਰਡ 2023 ਸ਼ਾਮਲ ਹਨ। ਪ੍ਰੋ. ਸਾਹੂ ਨੇ ਆਪਣੇ ਮਾਰਗਦਰਸ਼ਕਾਂ, ਸਹਿਯੋਗੀਆਂ, ਅਤੇ ਵਿਦਿਆਰਥੀਆਂ ਪ੍ਰਤੀ ਧੰਨਵਾਦ ਪ੍ਰਗਟ ਕੀਤਾ। ਰਾਸ਼ਟਰਪਤੀ ਦ੍ਰੌਪਦੀ ਮੁਰਮੂ 23 ਅਗਸਤ ਨੂੰ ਨੈਸ਼ਨਲ ਸਪੇਸ ਡੇਅ ਦੇ ਸਮਾਰੋਹ ਦੌਰਾਨ ਰਾਸ਼ਟਰਪਤੀ ਭਵਨ, ਨਵੀਂ ਦਿੱਲੀ ਵਿੱਚ ਇਹ ਪੁਰਸਕਾਰ ਪ੍ਰਦਾਨ ਕਰਨਗੇ। xyxy=(1228,229,1494,450)
list-item: ਸ਼ਾਸਤ੍ਰੀ 2ਵਾਂ ਸਮੈਸਟਰ ਪ੍ਰੀਖਿਆ – ਮਈ, 2024 xyxy=(778,656,991,670)
article-dateline: ਪੈਗ਼ਾਮ-ਏ-ਜਗਤ/ਮਾਹਿਲਪੁਰ 9 ਅਗਸਤ (ਨਿਰਮਲ ਸਿੰਘ ਮੁੱਗੋਵਾਲ) xyxy=(54,793,262,821)
header-left xyxy=(46,59,508,131)
plantation-photo xyxy=(1016,843,1494,1147)
donation-photo xyxy=(296,793,762,989)
olympic-photo xyxy=(54,1794,346,2017)
section-rule xyxy=(778,1794,1494,1796)
list-item: (v) ਸ਼੍ਰੇਣੀ ਪ੍ਰਮਾਣ ਪੱਤਰ, ਜੇਕਰ ਲੋੜੀ ਹੈ xyxy=(778,2088,949,2102)
issue-date: ਸ਼ਨੀਵਾਰ, 10 ਅਗਸਤ 2024 xyxy=(1254,81,1432,99)
contact-email[interactable]: info@paigamejagat.com xyxy=(92,89,270,106)
article-dateline: ਐਸਏਐਸ ਨਗਰ, 09 ਅਗਸਤ (ਪੈਗ਼ਾਮ-ਏ-ਜਗਤ) xyxy=(778,227,991,241)
article-body: ਕੀਤੀ ਜਾਵੇਗੀ। ਇਸ ਮੌਕੇ 'ਤੇ ਹੋਏ ਸੰਵਾਦ ਪ੍ਰਗਰਾਮ ਵਿੱਚ ਹੋਰ ਨਾਮਵਰ ਸ਼ਖ਼ਸੀਅਤਾਂ ਅਤੇ ਖਿਡਾਰੀਆਂ ਦੇ ਮਾਤਾ-ਪਿਤਾ ਅਤੇ ਅਧਿਕਾਰੀ ਹਾਜ਼ਰ ਸਨ। xyxy=(531,2027,762,2075)
column-divider xyxy=(770,131,772,2318)
article-body: ਨਿਰਦੇਸ਼ਕ R&D ਪ੍ਰੋ. ਹਰਸ਼ ਨੱਯਰ, ਡੀਐਸਡਬਲਯੂ ਪ੍ਰੋ. ਅਮਿਤ ਚੌਹਾਨ, ਡੀਆਈਓਐਸ ਪ੍ਰੋ. ਕੰਵਲ ਕਿਸ਼ਨ ਅਤੇ ਕੋਆਰਡੀਨੇਟਰ ਐਨਐਸਐਸ ਪ੍ਰੋ. ਪ੍ਰਵੀਨ ਗੋਇਲ, ਨਾਲ ਹੀ ਡੀਨ ਕਾਲਜ ਵਿਕਾਸ ਕੌਂਸਲ ਅਤੇ ਕਾਲਜਾਂ ਦੀ ਸ਼ਾਖਾ ਦੇ ਸਟਾਫ਼ ਨੇ ਵੀ ਇਸ ਮੁਹਿੰਮ ਵਿੱਚ ਭਾਗ ਲਿਆ। xyxy=(1016,1157,1247,1240)
section-rule xyxy=(54,705,762,707)
article-headline: ਜੋਨਲ ਮੁਕਾਬਲਿਆਂ ਵਿੱਚ ਪੈਰਾਗਨ ਸੀਨੀਅਰ ਸੈਕੰਡਰੀ ਸਕੂਲ ਸੈਕਟਰ 71 ਦੀ ਟੀਮ ਛਾਈ xyxy=(1223,1813,1476,1957)
imprint-footer xyxy=(0,2325,1540,2380)
